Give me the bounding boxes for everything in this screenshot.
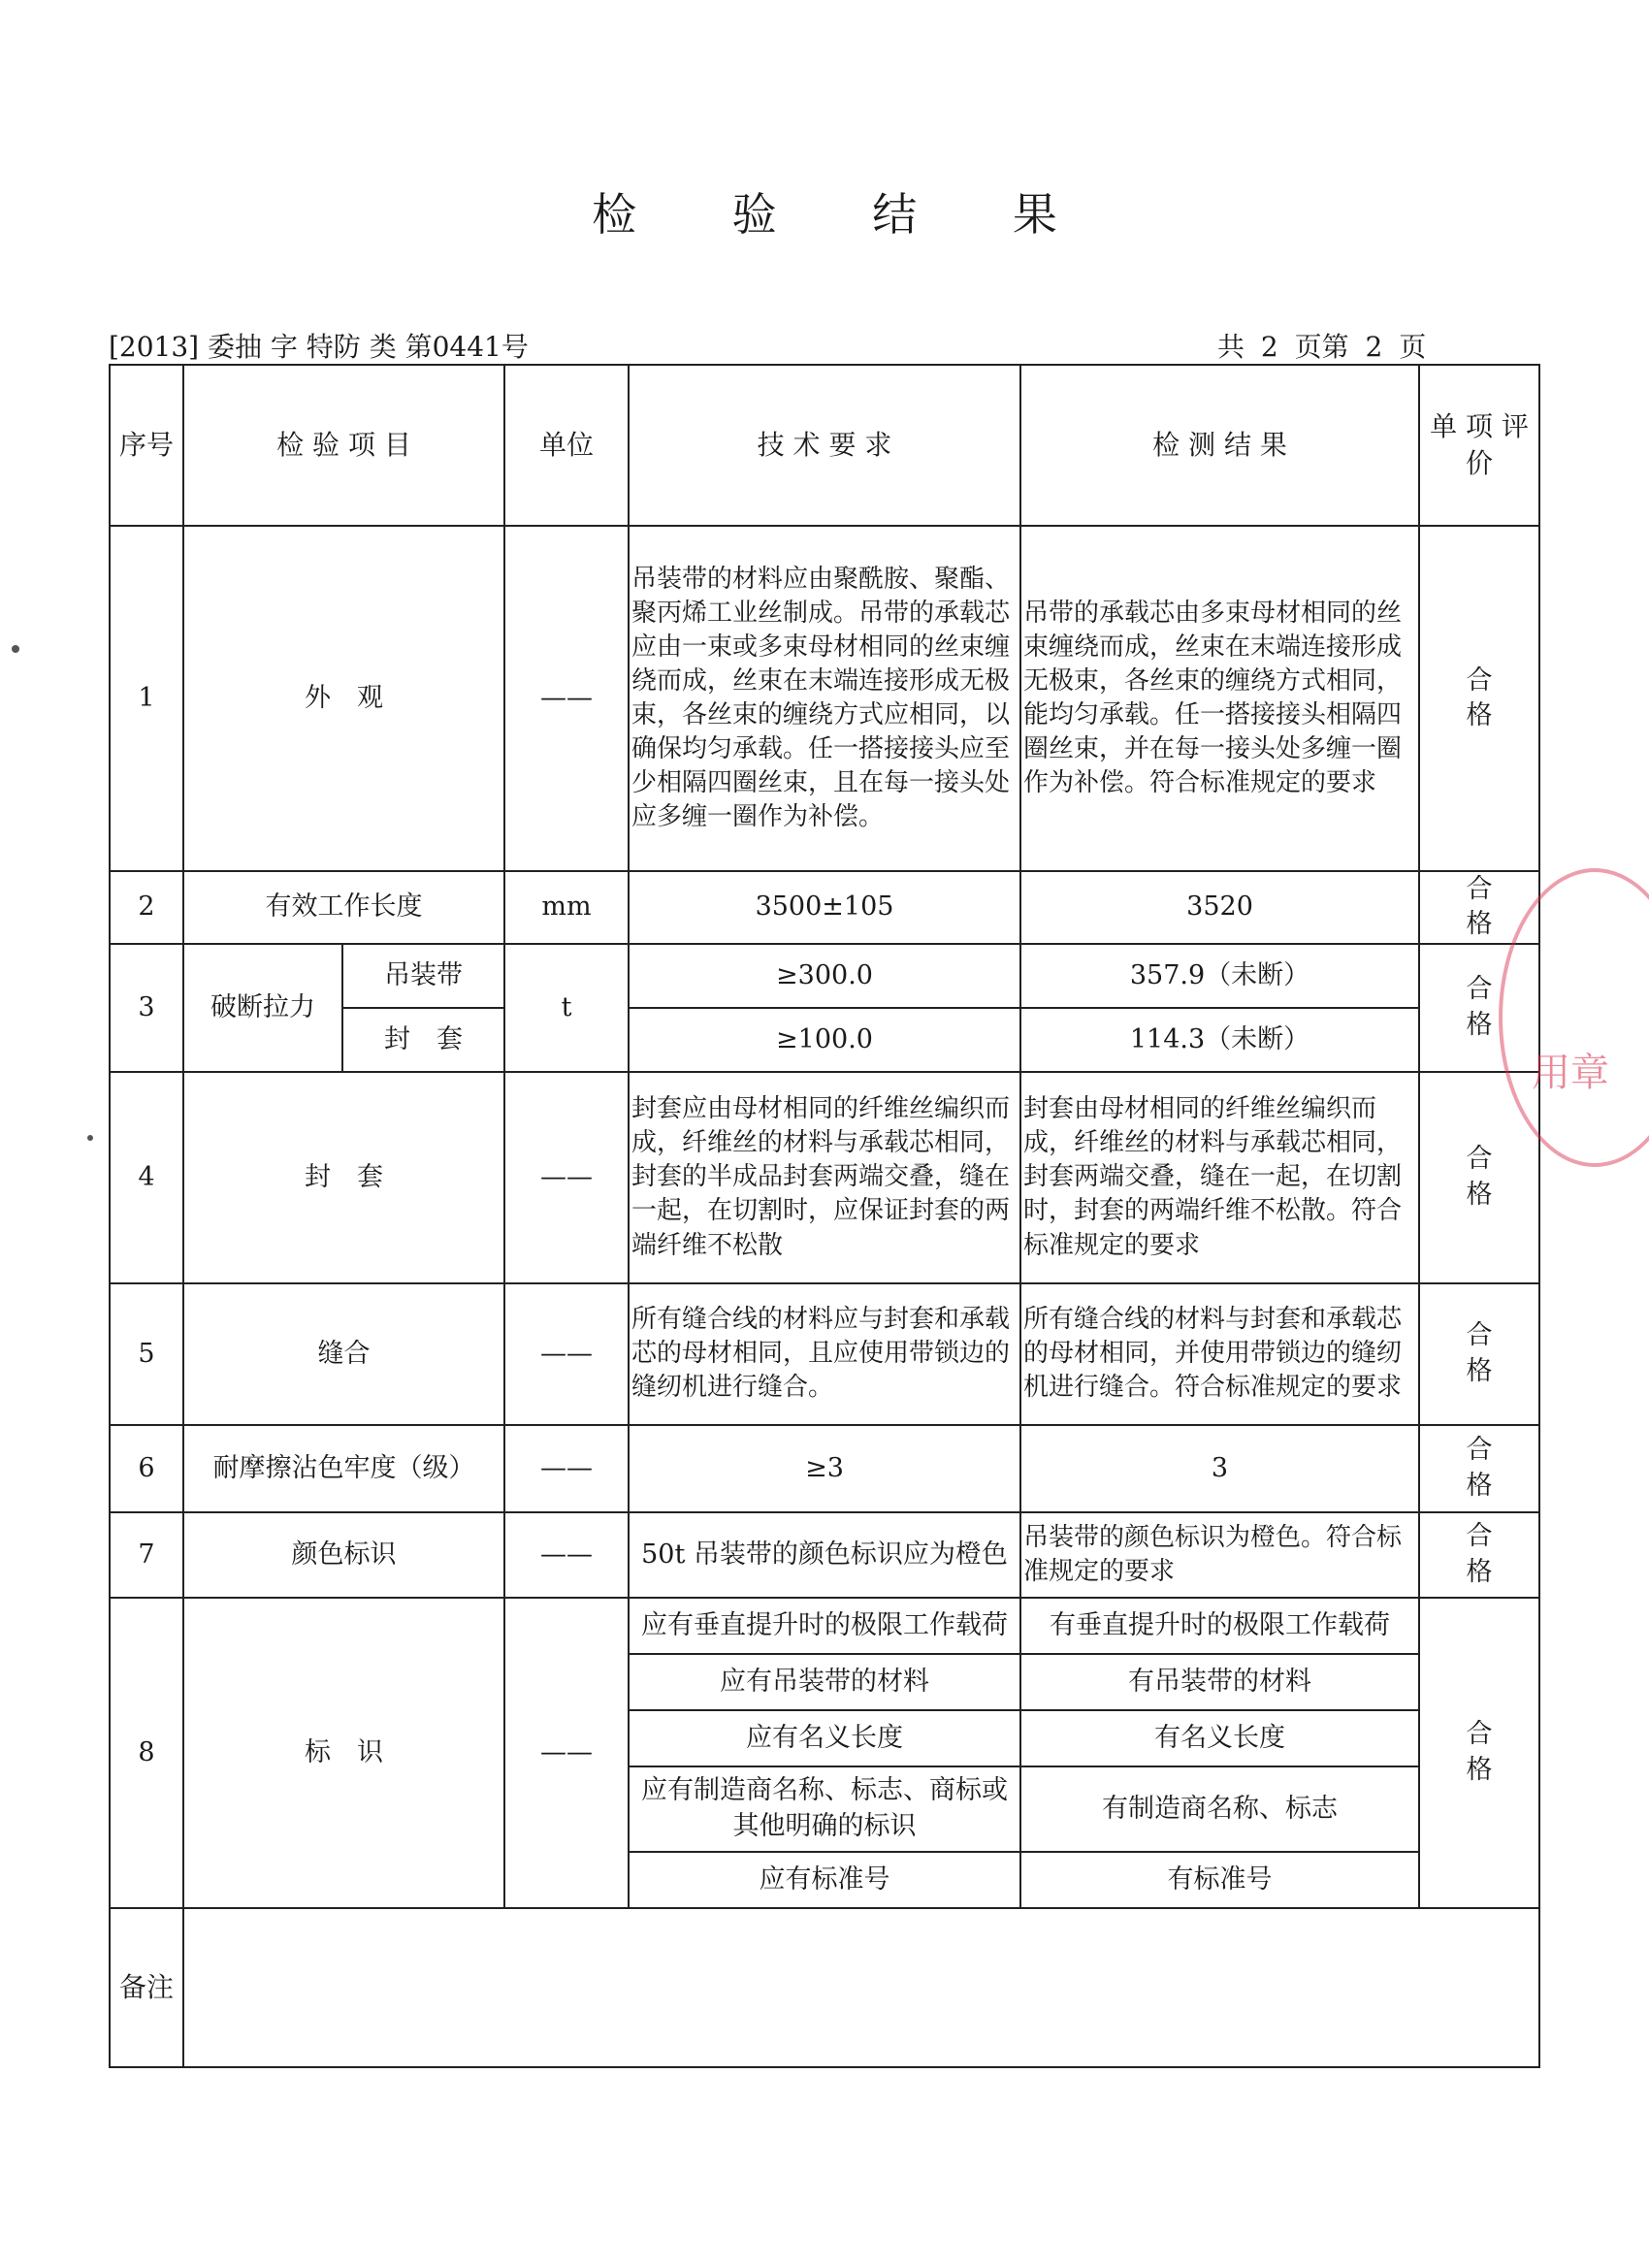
row-evaluation: 合格 [1419,944,1539,1072]
row-item: 缝合 [183,1283,504,1425]
row-evaluation: 合格 [1419,1283,1539,1425]
row-result: 有名义长度 [1020,1710,1419,1766]
row-result: 吊装带的颜色标识为橙色。符合标准规定的要求 [1020,1512,1419,1598]
row-unit: t [504,944,629,1072]
table-row [110,1598,1539,1654]
row-no: 1 [110,526,183,871]
row-subitem: 吊装带 [342,944,504,1008]
header-row [110,365,1539,526]
scan-speck [12,645,19,653]
row-unit: —— [504,1283,629,1425]
header-no: 序号 [110,365,183,526]
header-item: 检 验 项 目 [183,365,504,526]
header-unit: 单位 [504,365,629,526]
row-requirement: 应有标准号 [629,1852,1020,1908]
row-no: 5 [110,1283,183,1425]
row-unit: —— [504,1512,629,1598]
header-requirement: 技 术 要 求 [629,365,1020,526]
remarks-value [183,1908,1539,2067]
row-item: 封 套 [183,1072,504,1283]
row-requirement: 应有吊装带的材料 [629,1654,1020,1710]
row-no: 8 [110,1598,183,1908]
row-requirement: 应有制造商名称、标志、商标或其他明确的标识 [629,1766,1020,1852]
row-result: 封套由母材相同的纤维丝编织而成，纤维丝的材料与承载芯相同，封套两端交叠，缝在一起，在切割时，封套的两端纤维不松散。符合标准规定的要求 [1020,1072,1419,1283]
row-requirement: ≥300.0 [629,944,1020,1008]
row-evaluation: 合格 [1419,1072,1539,1283]
remarks-label: 备注 [110,1908,183,2067]
row-evaluation: 合格 [1419,1598,1539,1908]
header-evaluation: 单 项 评 价 [1419,365,1539,526]
header-result: 检 测 结 果 [1020,365,1419,526]
page-title: 检 验 结 果 [592,188,1098,241]
row-requirement: ≥3 [629,1425,1020,1512]
row-item: 外 观 [183,526,504,871]
row-result: 3520 [1020,871,1419,944]
scan-speck [87,1135,93,1141]
row-item: 耐摩擦沾色牢度（级） [183,1425,504,1512]
row-no: 3 [110,944,183,1072]
remarks-row [110,1908,1539,2067]
table-row [110,1512,1539,1598]
row-requirement: 3500±105 [629,871,1020,944]
row-requirement: 应有名义长度 [629,1710,1020,1766]
row-requirement: 所有缝合线的材料应与封套和承载芯的母材相同，且应使用带锁边的缝纫机进行缝合。 [629,1283,1020,1425]
row-subitem: 封 套 [342,1008,504,1072]
row-requirement: 封套应由母材相同的纤维丝编织而成，纤维丝的材料与承载芯相同，封套的半成品封套两端交叠，缝在一起，在切割时，应保证封套的两端纤维不松散 [629,1072,1020,1283]
row-unit: —— [504,1072,629,1283]
row-item: 破断拉力 [183,944,342,1072]
inspection-results-table [109,364,1540,2068]
row-result: 有垂直提升时的极限工作载荷 [1020,1598,1419,1654]
table-row [110,526,1539,871]
row-unit: —— [504,1598,629,1908]
table-row [110,1283,1539,1425]
row-result: 吊带的承载芯由多束母材相同的丝束缠绕而成，丝束在末端连接形成无极束，各丝束的缠绕方式相同，能均匀承载。任一搭接接头相隔四圈丝束，并在每一接头处多缠一圈作为补偿。符合标准规定的要求 [1020,526,1419,871]
row-result: 有制造商名称、标志 [1020,1766,1419,1852]
row-requirement: 50t 吊装带的颜色标识应为橙色 [629,1512,1020,1598]
row-unit: —— [504,1425,629,1512]
row-evaluation: 合格 [1419,1512,1539,1598]
row-result: 3 [1020,1425,1419,1512]
row-result: 所有缝合线的材料与封套和承载芯的母材相同，并使用带锁边的缝纫机进行缝合。符合标准规定的要求 [1020,1283,1419,1425]
page-indicator: 共 2 页第 2 页 [1217,331,1427,363]
row-no: 6 [110,1425,183,1512]
report-reference: [2013] 委抽 字 特防 类 第0441号 [109,331,529,363]
row-evaluation: 合格 [1419,526,1539,871]
row-requirement: ≥100.0 [629,1008,1020,1072]
seal-text: 用章 [1532,1051,1609,1095]
row-no: 4 [110,1072,183,1283]
row-unit: —— [504,526,629,871]
row-requirement: 应有垂直提升时的极限工作载荷 [629,1598,1020,1654]
table-row [110,1072,1539,1283]
row-unit: mm [504,871,629,944]
row-result: 357.9（未断） [1020,944,1419,1008]
row-item: 标 识 [183,1598,504,1908]
row-result: 114.3（未断） [1020,1008,1419,1072]
table-row [110,944,1539,1008]
row-evaluation: 合格 [1419,1425,1539,1512]
row-evaluation: 合格 [1419,871,1539,944]
row-result: 有吊装带的材料 [1020,1654,1419,1710]
row-item: 有效工作长度 [183,871,504,944]
row-result: 有标准号 [1020,1852,1419,1908]
row-item: 颜色标识 [183,1512,504,1598]
row-no: 7 [110,1512,183,1598]
row-no: 2 [110,871,183,944]
table-row [110,1425,1539,1512]
table-row [110,871,1539,944]
row-requirement: 吊装带的材料应由聚酰胺、聚酯、聚丙烯工业丝制成。吊带的承载芯应由一束或多束母材相同的丝束缠绕而成，丝束在末端连接形成无极束，各丝束的缠绕方式应相同，以确保均匀承载。任一搭接接头应至少相隔四圈丝束，且在每一接头处应多缠一圈作为补偿。 [629,526,1020,871]
